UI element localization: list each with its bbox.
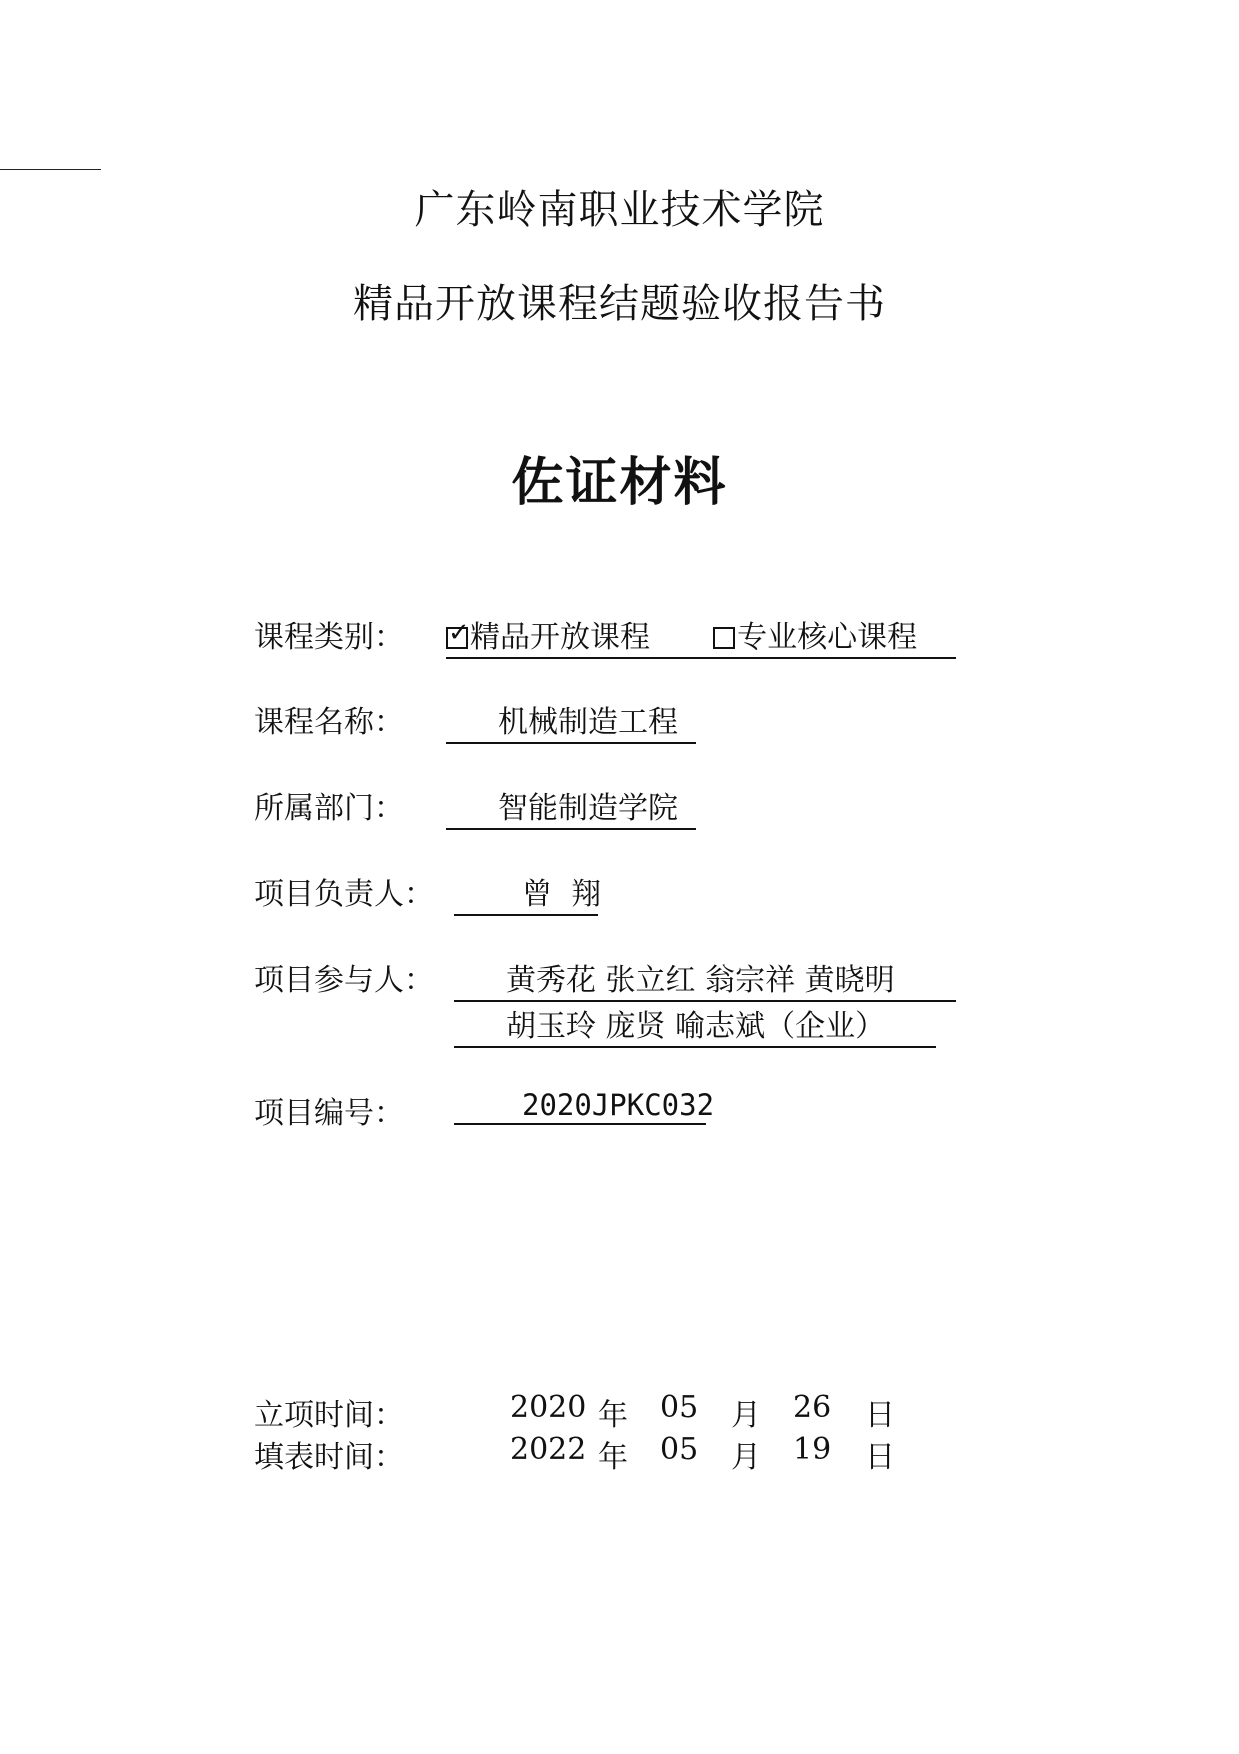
category-label: 课程类别：: [254, 620, 404, 655]
checkbox-checked-icon[interactable]: ✓: [448, 618, 470, 648]
category-field: [446, 612, 956, 659]
project-no-value: 2020JPKC032: [454, 1088, 706, 1125]
day-unit: 日: [865, 1398, 895, 1433]
course-name-label: 课程名称：: [254, 705, 404, 740]
month-unit: 月: [731, 1398, 761, 1433]
start-month: 05: [660, 1390, 699, 1425]
top-left-rule: [0, 169, 101, 170]
year-unit: 年: [598, 1398, 628, 1433]
leader-value: 曾 翔: [454, 869, 598, 916]
checkbox-unchecked-icon[interactable]: [713, 627, 735, 649]
start-year: 2020: [510, 1390, 587, 1425]
leader-label: 项目负责人：: [254, 877, 434, 912]
report-title: 精品开放课程结题验收报告书: [353, 281, 886, 327]
start-day: 26: [793, 1390, 832, 1425]
start-date-label: 立项时间：: [254, 1398, 404, 1433]
fill-date-label: 填表时间：: [254, 1440, 404, 1475]
document-title: 佐证材料: [511, 452, 728, 513]
course-name-value: 机械制造工程: [446, 697, 696, 744]
participants-line-1: 黄秀花 张立红 翁宗祥 黄晓明: [454, 955, 956, 1002]
category-option-2: 专业核心课程: [737, 620, 918, 655]
participants-label: 项目参与人：: [254, 963, 434, 998]
project-no-label: 项目编号：: [254, 1096, 404, 1131]
year-unit: 年: [598, 1440, 628, 1475]
month-unit: 月: [731, 1440, 761, 1475]
fill-day: 19: [793, 1432, 832, 1467]
fill-year: 2022: [510, 1432, 587, 1467]
day-unit: 日: [865, 1440, 895, 1475]
participants-line-2: 胡玉玲 庞贤 喻志斌（企业）: [454, 1001, 936, 1048]
category-option-1: 精品开放课程: [470, 620, 650, 655]
fill-month: 05: [660, 1432, 699, 1467]
institution-name: 广东岭南职业技术学院: [414, 187, 825, 233]
department-label: 所属部门：: [254, 791, 404, 826]
department-value: 智能制造学院: [446, 783, 696, 830]
